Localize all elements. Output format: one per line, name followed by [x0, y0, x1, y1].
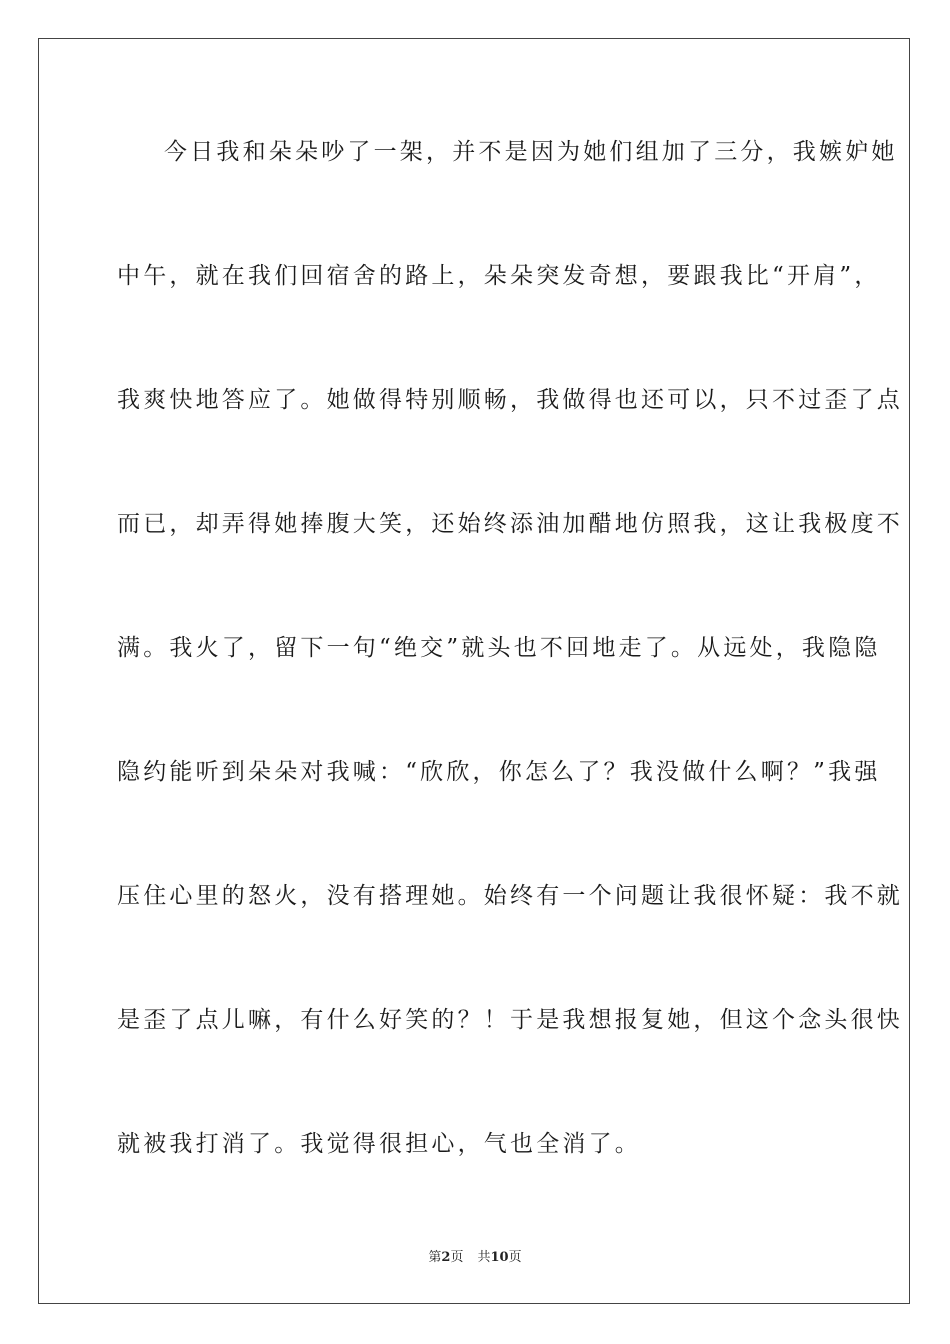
total-pages: 10 — [490, 1250, 509, 1265]
text-line-5: 满。我火了，留下一句“绝交”就头也不回地走了。从远处，我隐隐 — [117, 635, 881, 661]
page-suffix: 页 — [450, 1250, 464, 1265]
text-line-4: 而已，却弄得她捧腹大笑，还始终添油加醋地仿照我，这让我极度不 — [117, 511, 903, 537]
text-line-8: 是歪了点儿嘛，有什么好笑的？！于是我想报复她，但这个念头很快 — [117, 1007, 903, 1033]
text-line-9: 就被我打消了。我觉得很担心，气也全消了。 — [117, 1131, 641, 1157]
total-suffix: 页 — [508, 1250, 522, 1265]
page-prefix: 第 — [428, 1250, 442, 1265]
text-line-3: 我爽快地答应了。她做得特别顺畅，我做得也还可以，只不过歪了点 — [117, 387, 903, 413]
page-footer — [0, 1246, 950, 1265]
text-line-7: 压住心里的怒火，没有搭理她。始终有一个问题让我很怀疑：我不就 — [117, 883, 903, 909]
text-line-6: 隐约能听到朵朵对我喊：“欣欣，你怎么了？我没做什么啊？”我强 — [117, 759, 881, 785]
page-number: 2 — [441, 1250, 451, 1265]
text-line-1: 今日我和朵朵吵了一架，并不是因为她们组加了三分，我嫉妒她 — [164, 139, 898, 165]
text-line-2: 中午，就在我们回宿舍的路上，朵朵突发奇想，要跟我比“开肩”， — [117, 263, 881, 289]
page-border — [38, 38, 910, 1304]
total-prefix: 共 — [477, 1250, 491, 1265]
